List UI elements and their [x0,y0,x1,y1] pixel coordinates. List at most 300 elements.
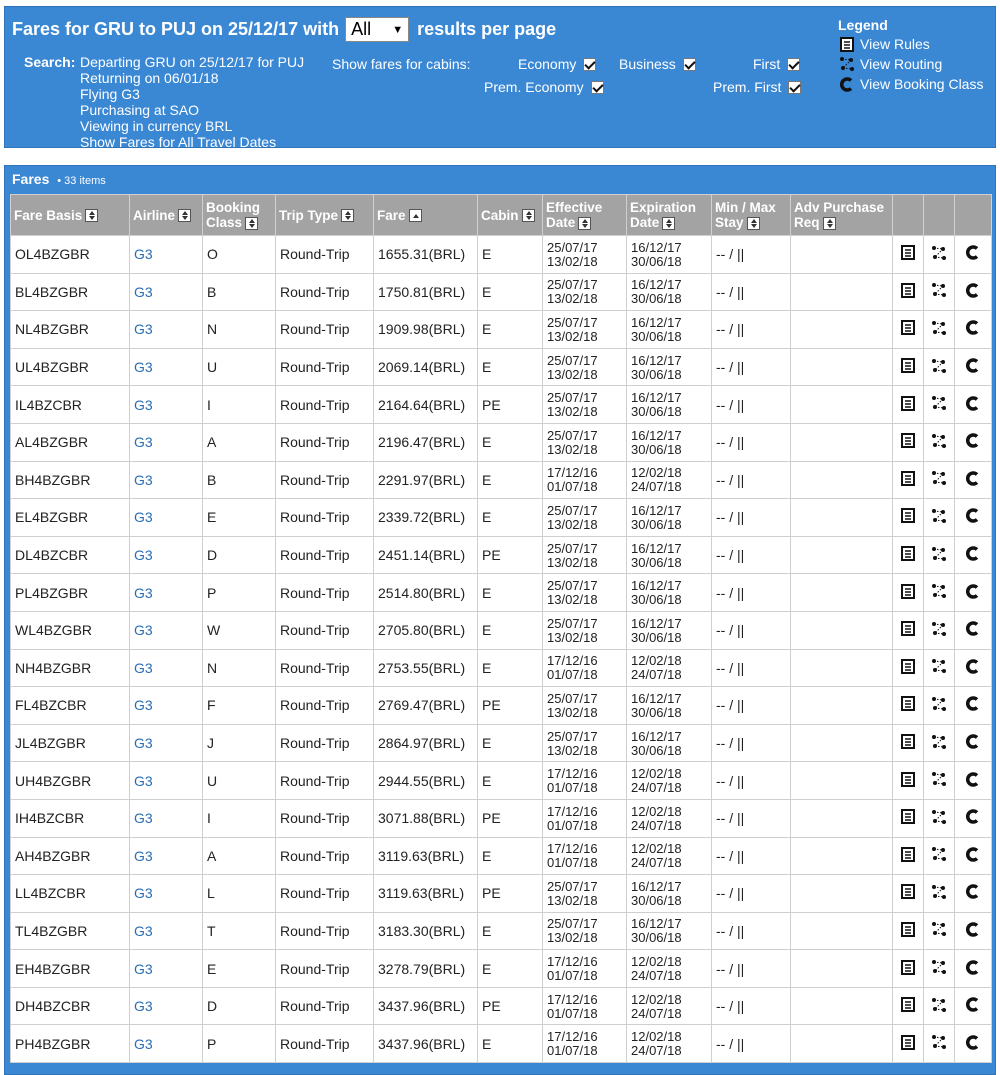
booking-class-cell: D [203,536,276,574]
view-booking-class-button[interactable] [955,311,992,349]
sort-icon[interactable] [178,209,191,222]
fare-amount-cell: 3119.63(BRL) [374,875,478,913]
date-start: 16/12/17 [631,615,682,631]
trip-type-cell: Round-Trip [276,386,374,424]
fare-basis-cell: AL4BZGBR [11,423,130,461]
cabin-checkbox[interactable] [788,81,801,94]
routing-icon[interactable] [931,962,947,978]
view-routing-button[interactable] [924,649,955,687]
fares-header [12,171,106,187]
fare-basis-cell: DH4BZCBR [11,987,130,1025]
cabin-first[interactable] [753,56,800,72]
fare-basis-cell: EL4BZGBR [11,499,130,537]
view-routing-button[interactable] [924,311,955,349]
routing-icon[interactable] [931,661,947,677]
expiration-date-cell [627,236,712,274]
view-booking-class-button[interactable] [955,499,992,537]
column-label: Booking Class [206,200,260,230]
airline-link[interactable]: G3 [130,950,203,988]
column-header-fare[interactable] [374,195,478,236]
date-end: 01/07/18 [547,1043,598,1059]
view-booking-class-button[interactable] [955,611,992,649]
date-end: 30/06/18 [631,441,682,457]
column-header-trip-type[interactable] [276,195,374,236]
booking-class-cell: U [203,762,276,800]
view-booking-class-button[interactable] [955,461,992,499]
rules-icon[interactable] [901,811,915,827]
column-header-adv-purchase-req[interactable] [791,195,893,236]
fare-amount-cell: 3183.30(BRL) [374,912,478,950]
date-end: 13/02/18 [547,404,598,420]
fares-count: • 33 items [57,175,106,187]
routing-icon[interactable] [931,1037,947,1053]
view-routing-button[interactable] [924,536,955,574]
fare-amount-cell: 2753.55(BRL) [374,649,478,687]
view-booking-class-button[interactable] [955,987,992,1025]
routing-icon[interactable] [931,511,947,527]
cabin-cell: E [478,311,543,349]
routing-icon[interactable] [931,361,947,377]
fare-basis-cell: DL4BZCBR [11,536,130,574]
cabin-business[interactable] [619,56,696,72]
view-booking-class-button[interactable] [955,875,992,913]
view-booking-class-button[interactable] [955,799,992,837]
booking-class-icon[interactable] [966,849,980,865]
view-booking-class-button[interactable] [955,348,992,386]
trip-type-cell: Round-Trip [276,611,374,649]
fare-row [11,461,992,499]
view-booking-class-button[interactable] [955,236,992,274]
view-routing-button[interactable] [924,875,955,913]
fare-row [11,649,992,687]
trip-type-cell: Round-Trip [276,311,374,349]
date-start: 16/12/17 [631,239,682,255]
view-rules-button[interactable] [893,724,924,762]
rules-icon[interactable] [901,435,915,451]
legend [838,17,983,93]
view-routing-button[interactable] [924,423,955,461]
rules-icon[interactable] [901,886,915,902]
view-routing-button[interactable] [924,499,955,537]
view-booking-class-button[interactable] [955,837,992,875]
cabin-prem-economy[interactable] [484,79,604,95]
fare-row [11,499,992,537]
fare-basis-cell: NL4BZGBR [11,311,130,349]
view-booking-class-button[interactable] [955,536,992,574]
date-start: 25/07/17 [547,277,598,293]
view-rules-button[interactable] [893,912,924,950]
booking-class-cell: B [203,461,276,499]
cabin-prem-first[interactable] [713,79,801,95]
cabin-checkbox[interactable] [583,58,596,71]
view-rules-button[interactable] [893,423,924,461]
view-routing-button[interactable] [924,987,955,1025]
view-booking-class-button[interactable] [955,762,992,800]
effective-date-cell [543,762,627,800]
routing-icon[interactable] [931,586,947,602]
view-rules-button[interactable] [893,987,924,1025]
sort-icon[interactable] [662,217,675,230]
effective-date-cell [543,799,627,837]
fare-basis-cell: BH4BZGBR [11,461,130,499]
date-start: 16/12/17 [631,427,682,443]
view-routing-button[interactable] [924,461,955,499]
rules-icon[interactable] [901,698,915,714]
routing-icon[interactable] [931,924,947,940]
effective-date-cell [543,423,627,461]
airline-link[interactable]: G3 [130,386,203,424]
fare-row [11,574,992,612]
view-routing-button[interactable] [924,348,955,386]
booking-class-icon[interactable] [966,473,980,489]
rules-icon[interactable] [901,849,915,865]
adv-purchase-cell [791,611,893,649]
fare-basis-cell: AH4BZGBR [11,837,130,875]
view-booking-class-button[interactable] [955,912,992,950]
view-routing-button[interactable] [924,912,955,950]
sort-icon[interactable] [578,217,591,230]
airline-link[interactable]: G3 [130,311,203,349]
legend-label: View Booking Class [860,76,984,92]
date-end: 13/02/18 [547,592,598,608]
booking-class-icon[interactable] [966,322,980,338]
cabin-cell: E [478,499,543,537]
sort-icon[interactable] [245,217,258,230]
airline-link[interactable]: G3 [130,762,203,800]
airline-link[interactable]: G3 [130,348,203,386]
view-rules-button[interactable] [893,950,924,988]
fares-panel [4,165,996,1075]
booking-class-icon[interactable] [966,548,980,564]
view-rules-button[interactable] [893,236,924,274]
column-label: Effective Date [546,200,603,230]
fare-row [11,875,992,913]
fare-basis-cell: UL4BZGBR [11,348,130,386]
date-end: 01/07/18 [547,855,598,871]
min-max-stay-cell: -- / || [712,461,791,499]
effective-date-cell [543,649,627,687]
cabin-cell: E [478,724,543,762]
expiration-date-cell [627,799,712,837]
min-max-stay-cell: -- / || [712,987,791,1025]
view-booking-class-button[interactable] [955,574,992,612]
adv-purchase-cell [791,386,893,424]
view-routing-button[interactable] [924,236,955,274]
routing-icon[interactable] [931,1000,947,1016]
routing-icon[interactable] [931,398,947,414]
view-booking-class-button[interactable] [955,649,992,687]
view-rules-button[interactable] [893,574,924,612]
column-header-min-max-stay[interactable] [712,195,791,236]
rules-icon[interactable] [901,322,915,338]
cabin-checkbox[interactable] [591,81,604,94]
airline-link[interactable]: G3 [130,611,203,649]
legend-item-view-booking-class[interactable] [838,75,983,93]
routing-icon[interactable] [931,549,947,565]
date-end: 01/07/18 [547,479,598,495]
effective-date-cell [543,875,627,913]
booking-class-icon[interactable] [966,510,980,526]
routing-icon[interactable] [931,624,947,640]
routing-icon[interactable] [931,812,947,828]
cabin-cell: E [478,273,543,311]
view-rules-button[interactable] [893,1025,924,1063]
view-booking-class-button[interactable] [955,273,992,311]
rules-icon[interactable] [901,586,915,602]
view-routing-button[interactable] [924,687,955,725]
airline-link[interactable]: G3 [130,273,203,311]
effective-date-cell [543,987,627,1025]
view-rules-button[interactable] [893,611,924,649]
airline-link[interactable]: G3 [130,987,203,1025]
view-routing-button[interactable] [924,837,955,875]
cabin-label: Business [619,56,676,72]
adv-purchase-cell [791,762,893,800]
rules-icon[interactable] [901,736,915,752]
airline-link[interactable]: G3 [130,724,203,762]
rules-icon[interactable] [901,999,915,1015]
date-end: 13/02/18 [547,366,598,382]
date-end: 30/06/18 [631,592,682,608]
column-label: Trip Type [279,207,339,223]
rules-icon[interactable] [901,774,915,790]
min-max-stay-cell: -- / || [712,236,791,274]
airline-link[interactable]: G3 [130,875,203,913]
sort-icon[interactable] [823,217,836,230]
rules-icon[interactable] [901,473,915,489]
view-booking-class-button[interactable] [955,950,992,988]
expiration-date-cell [627,423,712,461]
view-booking-class-button[interactable] [955,1025,992,1063]
view-routing-button[interactable] [924,724,955,762]
routing-icon[interactable] [931,323,947,339]
view-rules-button[interactable] [893,461,924,499]
results-per-page-select[interactable] [345,17,409,42]
date-end: 30/06/18 [631,404,682,420]
min-max-stay-cell: -- / || [712,649,791,687]
column-header-airline[interactable] [130,195,203,236]
sort-icon[interactable] [522,209,535,222]
routing-icon[interactable] [931,699,947,715]
sort-icon[interactable] [409,209,422,222]
action-column-header [955,195,992,236]
date-end: 30/06/18 [631,328,682,344]
expiration-date-cell [627,837,712,875]
view-rules-button[interactable] [893,348,924,386]
expiration-date-cell [627,950,712,988]
rules-icon[interactable] [901,661,915,677]
view-routing-button[interactable] [924,611,955,649]
view-rules-button[interactable] [893,799,924,837]
column-label: Expiration Date [630,200,697,230]
rules-icon[interactable] [901,510,915,526]
booking-class-icon[interactable] [966,661,980,677]
title-suffix: results per page [417,19,557,39]
airline-link[interactable]: G3 [130,649,203,687]
view-booking-class-button[interactable] [955,423,992,461]
legend-item-view-rules[interactable] [838,35,983,53]
cabin-cell: E [478,461,543,499]
adv-purchase-cell [791,273,893,311]
sort-icon[interactable] [85,209,98,222]
cabin-economy[interactable] [518,56,596,72]
date-start: 25/07/17 [547,916,598,932]
routing-icon[interactable] [931,436,947,452]
search-label: Search: [24,54,76,70]
airline-link[interactable]: G3 [130,574,203,612]
min-max-stay-cell: -- / || [712,611,791,649]
date-start: 12/02/18 [631,841,682,857]
column-header-fare-basis[interactable] [11,195,130,236]
routing-icon[interactable] [931,774,947,790]
booking-class-icon[interactable] [966,623,980,639]
booking-class-icon[interactable] [966,360,980,376]
airline-link[interactable]: G3 [130,461,203,499]
rules-icon[interactable] [901,1037,915,1053]
min-max-stay-cell: -- / || [712,912,791,950]
airline-link[interactable]: G3 [130,837,203,875]
routing-icon[interactable] [931,887,947,903]
view-rules-button[interactable] [893,273,924,311]
airline-link[interactable]: G3 [130,536,203,574]
date-start: 25/07/17 [547,578,598,594]
view-routing-button[interactable] [924,950,955,988]
view-rules-button[interactable] [893,386,924,424]
booking-class-icon[interactable] [966,999,980,1015]
expiration-date-cell [627,912,712,950]
rules-icon[interactable] [901,285,915,301]
adv-purchase-cell [791,348,893,386]
cabin-checkbox[interactable] [787,58,800,71]
cabin-cell: E [478,912,543,950]
expiration-date-cell [627,687,712,725]
rules-icon[interactable] [901,360,915,376]
booking-class-icon[interactable] [966,774,980,790]
booking-class-cell: A [203,837,276,875]
booking-class-icon[interactable] [966,698,980,714]
booking-class-icon[interactable] [966,398,980,414]
rules-icon[interactable] [901,398,915,414]
airline-link[interactable]: G3 [130,1025,203,1063]
view-rules-button[interactable] [893,649,924,687]
view-routing-button[interactable] [924,386,955,424]
routing-icon[interactable] [931,737,947,753]
view-rules-button[interactable] [893,687,924,725]
action-column-header [924,195,955,236]
view-routing-button[interactable] [924,273,955,311]
routing-icon[interactable] [931,849,947,865]
booking-class-icon[interactable] [966,736,980,752]
date-start: 12/02/18 [631,803,682,819]
view-booking-class-button[interactable] [955,724,992,762]
column-header-expiration-date[interactable] [627,195,712,236]
routing-icon[interactable] [931,473,947,489]
column-header-cabin[interactable] [478,195,543,236]
min-max-stay-cell: -- / || [712,348,791,386]
booking-class-icon[interactable] [966,886,980,902]
min-max-stay-cell: -- / || [712,950,791,988]
action-column-header [893,195,924,236]
airline-link[interactable]: G3 [130,687,203,725]
view-rules-button[interactable] [893,536,924,574]
view-rules-button[interactable] [893,875,924,913]
view-booking-class-button[interactable] [955,687,992,725]
min-max-stay-cell: -- / || [712,724,791,762]
expiration-date-cell [627,348,712,386]
rules-icon[interactable] [901,247,915,263]
airline-link[interactable]: G3 [130,799,203,837]
cabin-cell: E [478,1025,543,1063]
adv-purchase-cell [791,912,893,950]
booking-class-icon[interactable] [966,1037,980,1053]
airline-link[interactable]: G3 [130,499,203,537]
expiration-date-cell [627,273,712,311]
fare-row [11,912,992,950]
booking-class-icon[interactable] [966,247,980,263]
view-booking-class-button[interactable] [955,386,992,424]
adv-purchase-cell [791,987,893,1025]
view-routing-button[interactable] [924,799,955,837]
sort-icon[interactable] [341,209,354,222]
view-routing-button[interactable] [924,1025,955,1063]
booking-class-icon[interactable] [966,962,980,978]
search-detail-line: Departing GRU on 25/12/17 for PUJ [80,54,305,70]
rules-icon[interactable] [901,924,915,940]
cabin-label: Prem. Economy [484,79,584,95]
routing-icon[interactable] [931,285,947,301]
cabin-checkbox[interactable] [683,58,696,71]
booking-class-icon[interactable] [966,924,980,940]
search-detail-line: Show Fares for All Travel Dates [80,134,277,150]
sort-icon[interactable] [747,217,760,230]
booking-class-icon[interactable] [966,285,980,301]
column-header-effective-date[interactable] [543,195,627,236]
routing-icon[interactable] [931,248,947,264]
expiration-date-cell [627,987,712,1025]
legend-item-view-routing[interactable] [838,55,983,73]
booking-class-icon[interactable] [966,586,980,602]
airline-link[interactable]: G3 [130,236,203,274]
min-max-stay-cell: -- / || [712,837,791,875]
trip-type-cell: Round-Trip [276,273,374,311]
airline-link[interactable]: G3 [130,423,203,461]
rules-icon[interactable] [901,548,915,564]
dropdown-arrow-icon: ▼ [392,23,404,36]
page-title [12,17,556,42]
effective-date-cell [543,912,627,950]
view-routing-button[interactable] [924,574,955,612]
fare-basis-cell: NH4BZGBR [11,649,130,687]
view-rules-button[interactable] [893,311,924,349]
view-routing-button[interactable] [924,762,955,800]
view-rules-button[interactable] [893,837,924,875]
effective-date-cell [543,311,627,349]
airline-link[interactable]: G3 [130,912,203,950]
booking-class-icon[interactable] [966,811,980,827]
fare-amount-cell: 2069.14(BRL) [374,348,478,386]
trip-type-cell: Round-Trip [276,236,374,274]
view-rules-button[interactable] [893,762,924,800]
date-start: 25/07/17 [547,314,598,330]
rules-icon[interactable] [901,623,915,639]
fare-basis-cell: FL4BZCBR [11,687,130,725]
date-start: 25/07/17 [547,502,598,518]
view-rules-button[interactable] [893,499,924,537]
fare-amount-cell: 2944.55(BRL) [374,762,478,800]
rules-icon[interactable] [901,962,915,978]
column-header-booking-class[interactable] [203,195,276,236]
booking-class-icon[interactable] [966,435,980,451]
